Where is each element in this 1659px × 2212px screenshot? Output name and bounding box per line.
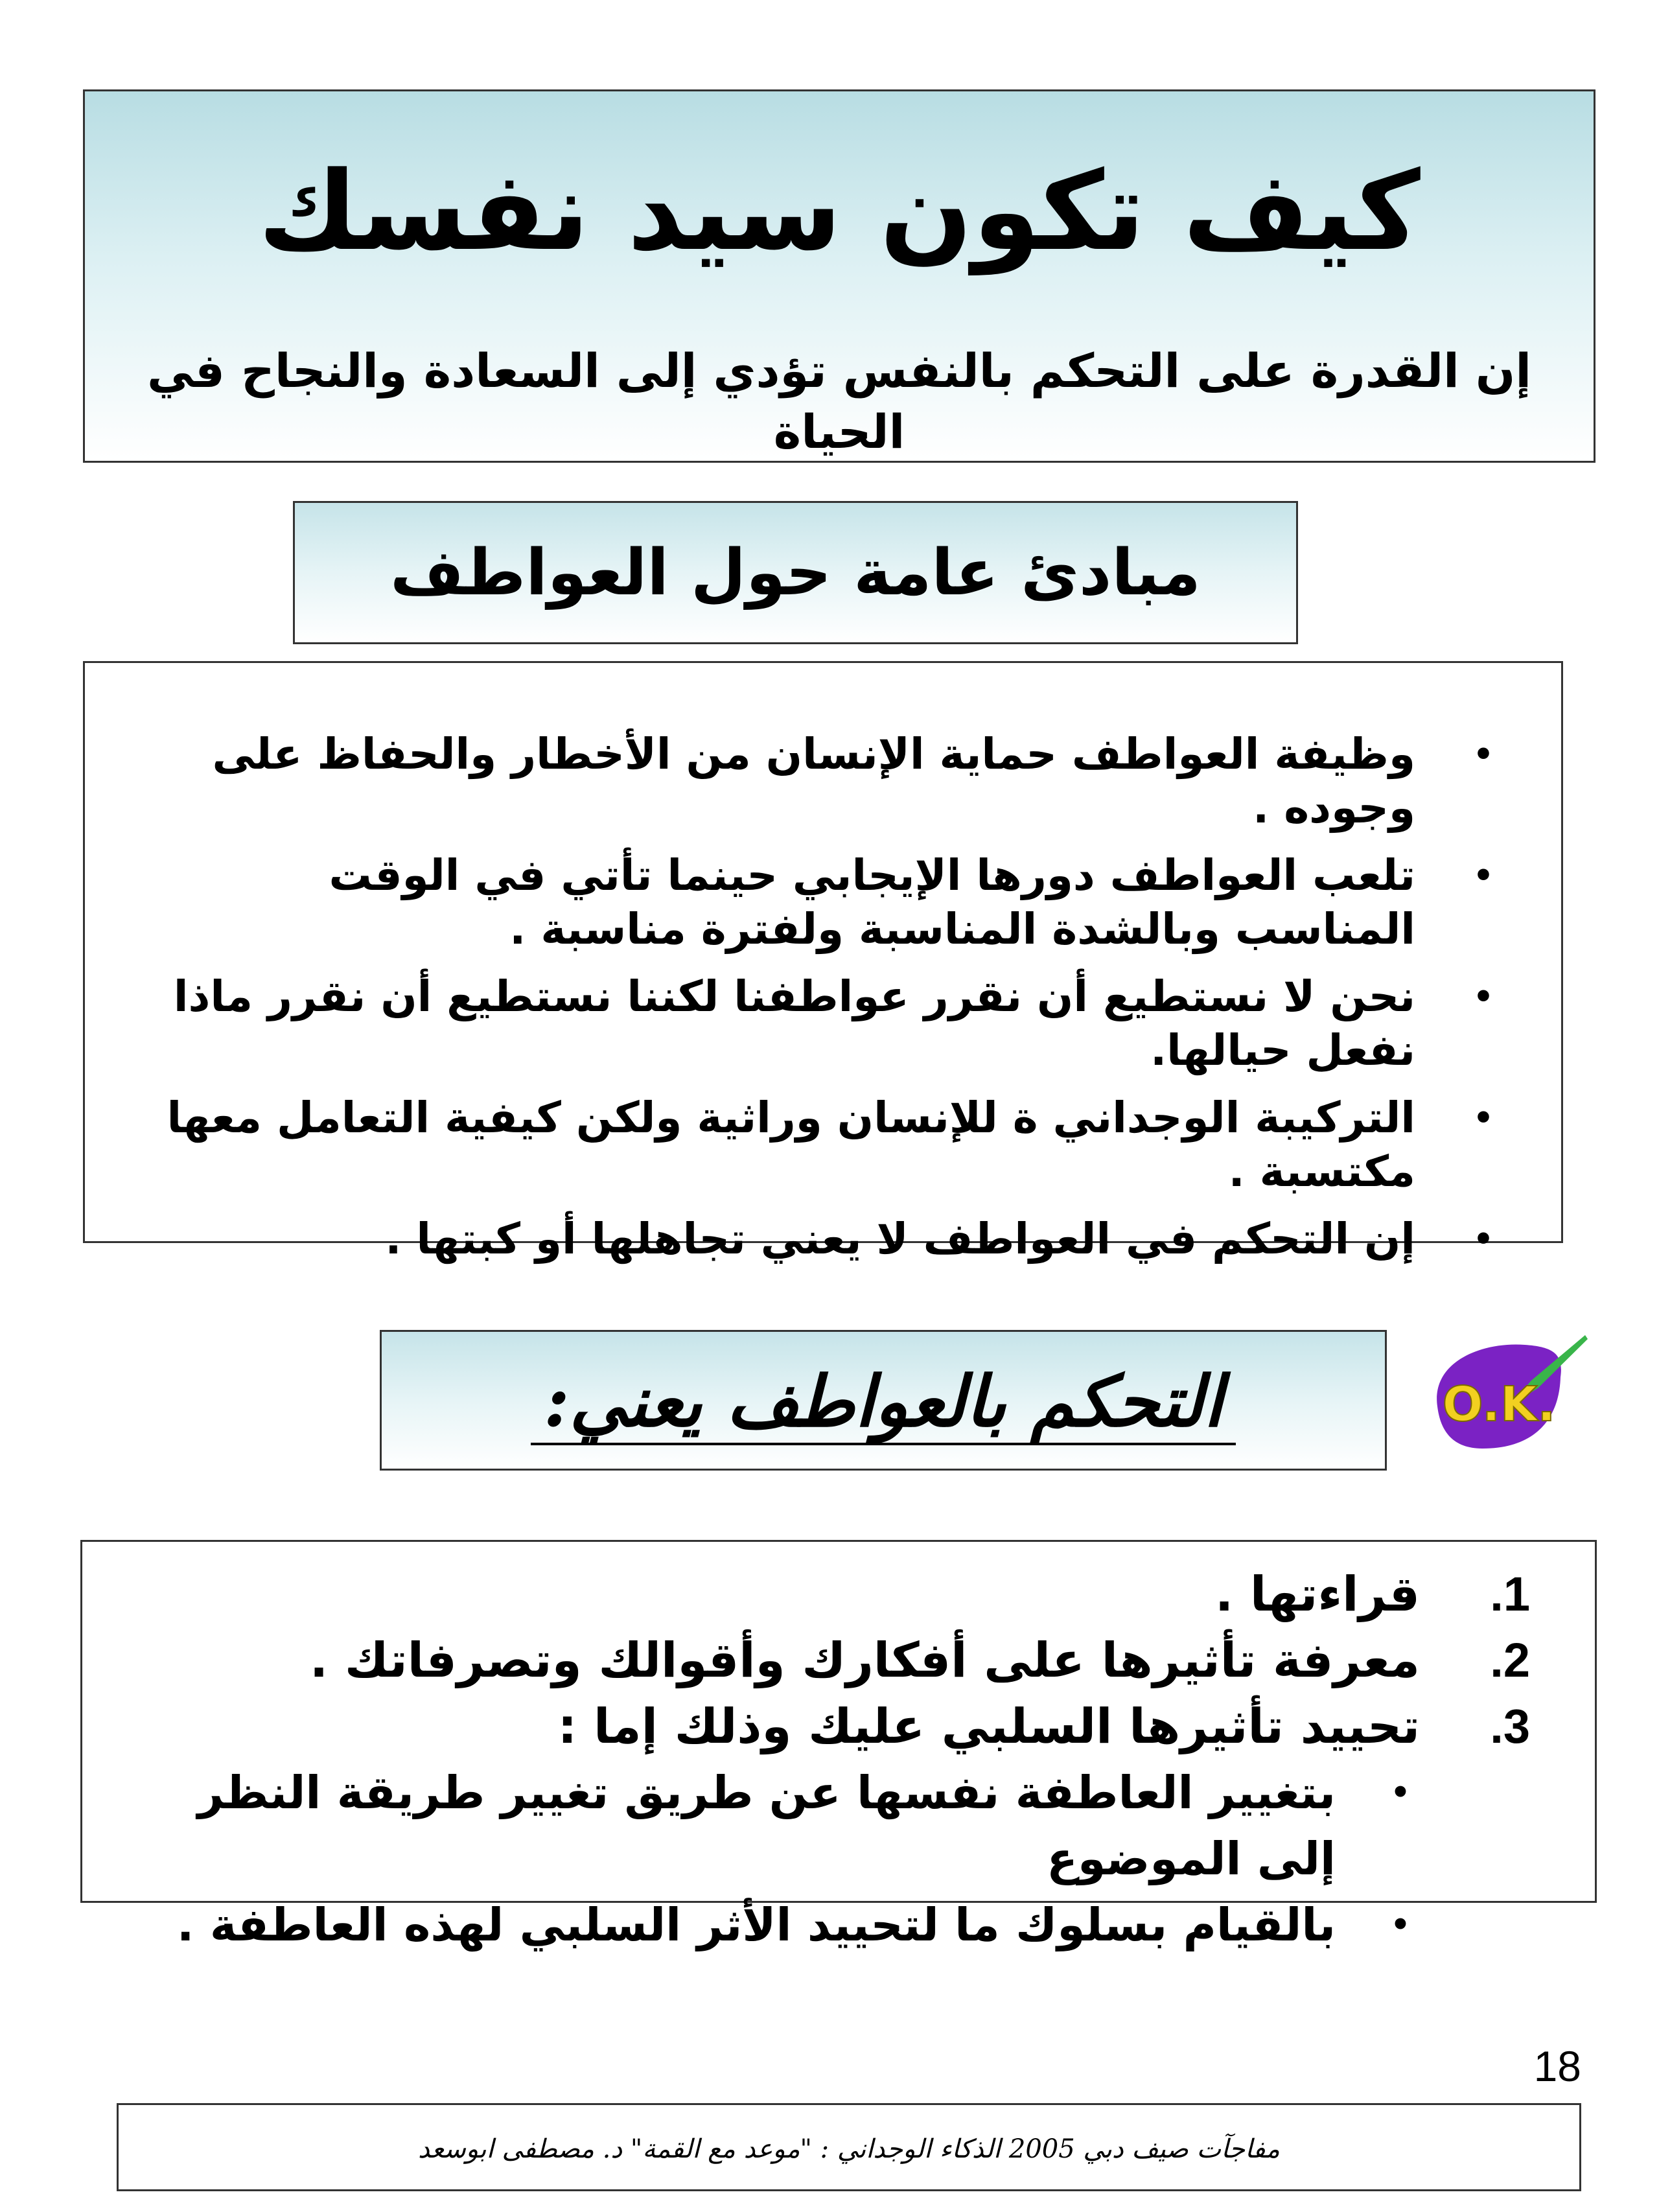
list-item-text: وظيفة العواطف حماية الإنسان من الأخطار والحفاظ على وجوده . (212, 729, 1415, 833)
bullet-icon: • (1473, 1220, 1494, 1258)
intro-text: إن القدرة على التحكم بالنفس تؤدي إلى السعادة والنجاح في الحياة (146, 343, 1532, 459)
list-item (156, 849, 1503, 956)
step-number: .1 (1490, 1567, 1530, 1621)
principles-heading-panel (293, 501, 1298, 644)
bullet-icon: • (1390, 1775, 1411, 1811)
step-number: .3 (1490, 1699, 1530, 1753)
bullet-icon: • (1473, 736, 1494, 773)
list-item (156, 1213, 1503, 1266)
step-item (147, 1561, 1530, 1627)
step-text: قراءتها . (1215, 1566, 1420, 1622)
list-item-text: تلعب العواطف دورها الإيجابي حينما تأتي في الوقت المناسب وبالشدة المناسبة ولفترة مناسبة . (329, 850, 1415, 954)
sub-item (147, 1760, 1530, 1892)
list-item (156, 1091, 1503, 1198)
list-item (156, 728, 1503, 835)
steps-list (147, 1561, 1530, 1958)
page-title: كيف تكون سيد نفسك (258, 148, 1421, 275)
step-text: معرفة تأثيرها على أفكارك وأقوالك وتصرفاتك . (310, 1633, 1420, 1688)
bullet-icon: • (1390, 1907, 1411, 1943)
footer-text: مفاجآت صيف دبي 2005 الذكاء الوجداني : "موعد مع القمة" د. مصطفى ابوسعد (418, 2134, 1280, 2164)
steps-panel (80, 1540, 1597, 1951)
bullet-icon: • (1473, 857, 1494, 894)
ok-logo-text: O.K. (1442, 1377, 1556, 1432)
list-item-text: إن التحكم في العواطف لا يعني تجاهلها أو كبتها . (385, 1214, 1415, 1264)
bullet-icon: • (1473, 978, 1494, 1016)
list-item-text: التركيبة الوجداني ة للإنسان وراثية ولكن كيفية التعامل معها مكتسبة . (167, 1093, 1415, 1196)
step-item (147, 1627, 1530, 1694)
sub-item (147, 1892, 1530, 1958)
control-heading (382, 1332, 1385, 1473)
principles-list (156, 728, 1503, 1281)
step-item (147, 1694, 1530, 1760)
footer-panel (117, 2103, 1581, 2191)
sub-item-text: بالقيام بسلوك ما لتحييد الأثر السلبي لهذه العاطفة . (176, 1898, 1336, 1951)
bullet-icon: • (1473, 1099, 1494, 1137)
control-heading-text: التحكم بالعواطف يعني: (531, 1361, 1236, 1445)
sub-item-text: بتغيير العاطفة نفسها عن طريق تغيير طريقة النظر إلى الموضوع (197, 1766, 1336, 1885)
step-number: .2 (1490, 1633, 1530, 1687)
control-heading-panel (380, 1330, 1387, 1471)
page-number: 18 (1533, 2042, 1581, 2090)
principles-heading: مبادئ عامة حول العواطف (390, 536, 1201, 610)
list-item-text: نحن لا نستطيع أن نقرر عواطفنا لكننا نستطيع أن نقرر ماذا نفعل حيالها. (173, 972, 1415, 1075)
ok-logo-graphic (1411, 1316, 1593, 1465)
ok-logo-icon (1411, 1316, 1593, 1465)
list-item (156, 970, 1503, 1077)
title-panel (83, 89, 1595, 463)
step-text: تحييد تأثيرها السلبي عليك وذلك إما : (557, 1699, 1420, 1754)
principles-panel (83, 661, 1563, 1264)
